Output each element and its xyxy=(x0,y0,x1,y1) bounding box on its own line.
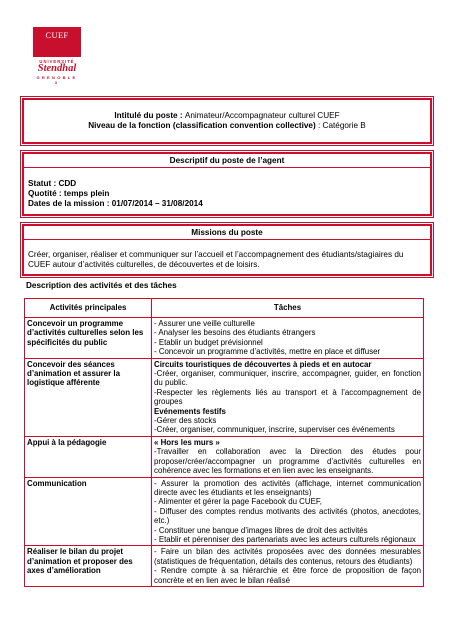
task-item: - Etablir et pérenniser des partenariats avec les acteurs culturels régionaux xyxy=(154,534,416,544)
descriptif-body xyxy=(24,168,430,209)
header-tasks: Tâches xyxy=(152,299,424,318)
quotite: Quotité : temps plein xyxy=(28,189,110,198)
task-item: - Diffuser des comptes rendus motivants des activités (photos, anecdotes, etc.) xyxy=(154,506,421,526)
job-title-line xyxy=(24,111,430,121)
table-row xyxy=(25,436,424,477)
job-title-label: Intitulé du poste : xyxy=(114,111,185,120)
table-row xyxy=(25,358,424,436)
job-level-line xyxy=(24,121,430,131)
descriptif-title: Descriptif du poste de l’agent xyxy=(24,154,430,168)
activity-cell: Concevoir un programme d’activités culturelles selon les spécificités du public xyxy=(25,318,152,359)
activity-cell: Réaliser le bilan du projet d’animation et proposer des axes d’amélioration xyxy=(25,546,152,587)
descriptif-box xyxy=(22,152,432,216)
task-item: - Concevoir un programme d’activités, mettre en place et diffuser xyxy=(154,347,381,357)
logo-text: CUEF xyxy=(45,30,69,40)
logo-university: UNIVERSITÉ xyxy=(39,59,75,64)
table-row xyxy=(25,318,424,359)
cuef-logo xyxy=(33,27,81,57)
section-title: Description des activités et des tâches xyxy=(26,281,177,290)
header-activities: Activités principales xyxy=(25,299,152,318)
table-header-row xyxy=(25,299,424,318)
task-item: - Constituer une banque d’images libres de droit des activités xyxy=(154,525,368,535)
task-heading: « Hors les murs » xyxy=(154,437,220,447)
job-level-value: : Catégorie B xyxy=(315,121,366,130)
tasks-cell xyxy=(152,358,424,436)
missions-text: Créer, organiser, réaliser et communiquer sur l’accueil et l’accompagnement des étudiants/stagiaires du CUEF autour d’activités culturelles, de découvertes et de loisirs. xyxy=(28,250,404,269)
task-item: - Rendre compte à sa hiérarchie et être force de proposition de façon concrète et en lien avec le bilan réalisé xyxy=(154,566,421,585)
task-item: -Respecter les règlements liés au transport et à l’accompagnement de groupes xyxy=(154,387,421,407)
table-row xyxy=(25,477,424,546)
task-item: - Etablir un budget prévisionnel xyxy=(154,337,263,347)
missions-title: Missions du poste xyxy=(24,226,430,240)
activity-cell: Concevoir des séances d’animation et assurer la logistique afférente xyxy=(25,358,152,436)
logo-stendhal: Stendhal xyxy=(37,63,77,74)
task-item: - Alimenter et gérer la page Facebook du CUEF, xyxy=(154,497,322,507)
tasks-cell xyxy=(152,546,424,587)
tasks-cell xyxy=(152,436,424,477)
task-item: - Assurer une veille culturelle xyxy=(154,319,255,328)
activity-cell: Communication xyxy=(25,477,152,546)
task-heading: Evénements festifs xyxy=(154,406,226,416)
task-item: - Analyser les besoins des étudiants étrangers xyxy=(154,328,316,338)
activity-cell: Appui à la pédagogie xyxy=(25,436,152,477)
mission-dates: Dates de la mission : 01/07/2014 – 31/08/2014 xyxy=(28,199,203,208)
statut: Statut : CDD xyxy=(28,179,77,188)
missions-box xyxy=(22,224,432,276)
task-item: -Gérer des stocks xyxy=(154,416,217,426)
tasks-table xyxy=(24,298,424,587)
task-item: -Créer, organiser, communiquer, inscrire, superviser ces événements xyxy=(154,425,395,435)
task-item: - Faire un bilan des activités proposées avec des données mesurables (statistiques de fréquentation, détails des contenus, retours des étudiants) xyxy=(154,547,421,566)
task-item: -Travailler en collaboration avec la Direction des études pour proposer/créer/accompagner un programme d’activités culturelles en cohérence avec les formations et en lien avec les enseignants. xyxy=(154,447,421,476)
task-item: - Assurer la promotion des activités (affichage, internet communication directe avec les étudiants et les enseignants) xyxy=(154,478,421,497)
tasks-cell xyxy=(152,477,424,546)
task-heading: Circuits touristiques de découvertes à pieds et en autocar xyxy=(154,359,372,369)
table-row xyxy=(25,546,424,587)
task-item: -Créer, organiser, communiquer, inscrire, accompagner, guider, en fonction du public. xyxy=(154,369,421,388)
logo-city: GRENOBLE 3 xyxy=(36,75,78,85)
job-title-value: Animateur/Accompagnateur culturel CUEF xyxy=(184,111,340,120)
job-level-label: Niveau de la fonction (classification convention collective) xyxy=(88,121,316,130)
job-title-box xyxy=(22,98,432,144)
tasks-cell xyxy=(152,318,424,359)
